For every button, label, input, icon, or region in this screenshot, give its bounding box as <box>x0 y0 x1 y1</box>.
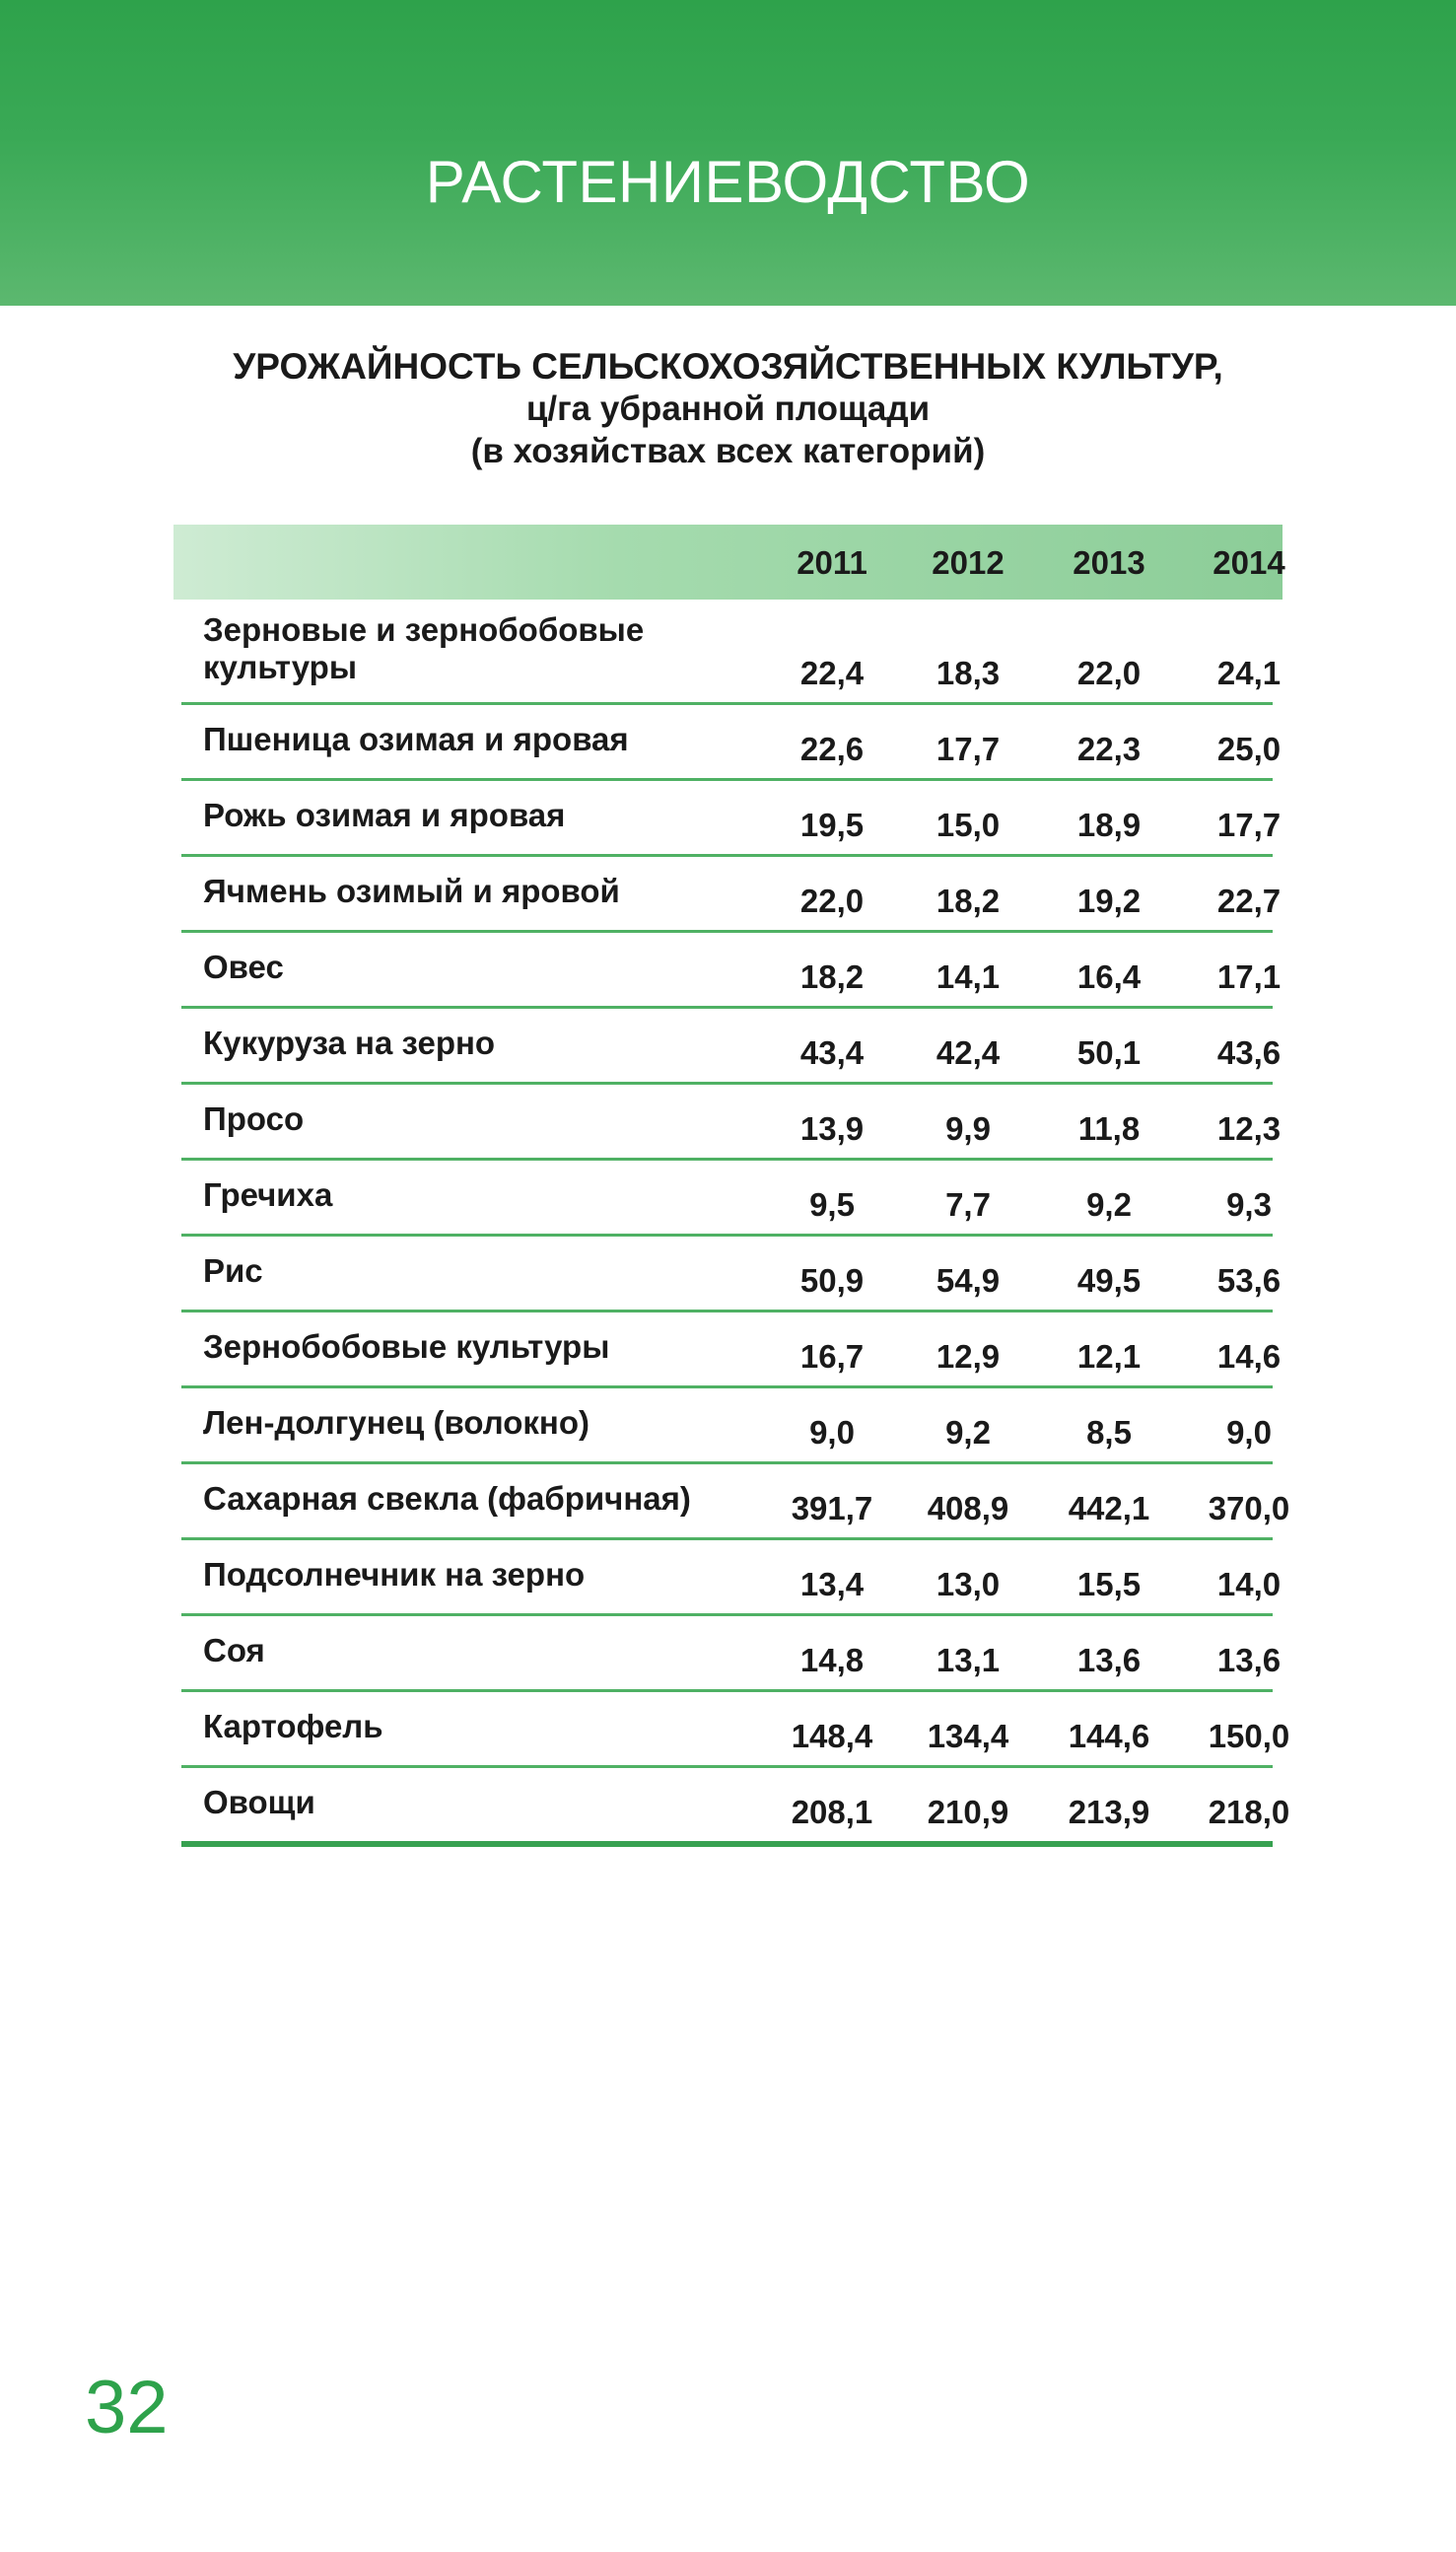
cell-value: 442,1 <box>1068 1490 1150 1526</box>
section-banner <box>0 0 1456 306</box>
cell-value: 8,5 <box>1086 1414 1132 1451</box>
cell-value: 12,1 <box>1076 1338 1142 1375</box>
cell-value: 218,0 <box>1208 1794 1290 1830</box>
cell-value: 9,2 <box>1086 1186 1132 1223</box>
cell-value: 50,9 <box>799 1262 865 1299</box>
header-year: 2012 <box>932 544 1005 581</box>
cell-value: 22,6 <box>799 731 865 767</box>
row-label: Овощи <box>203 1784 315 1820</box>
cell-value: 13,4 <box>799 1566 865 1602</box>
row-label: Рис <box>203 1252 263 1289</box>
row-label: Лен-долгунец (волокно) <box>203 1404 589 1441</box>
table-row <box>181 857 1282 933</box>
table-row <box>181 1161 1273 1237</box>
table-row <box>181 1388 1273 1464</box>
cell-value: 43,6 <box>1216 1034 1282 1071</box>
cell-value: 12,3 <box>1216 1110 1282 1147</box>
cell-value: 12,9 <box>936 1338 1001 1375</box>
cell-value: 150,0 <box>1208 1718 1290 1754</box>
row-label: Овес <box>203 949 284 985</box>
cell-value: 208,1 <box>791 1794 873 1830</box>
cell-value: 18,9 <box>1076 807 1142 843</box>
cell-value: 9,9 <box>945 1110 991 1147</box>
row-label: Сахарная свекла (фабричная) <box>203 1480 691 1517</box>
cell-value: 24,1 <box>1216 655 1282 691</box>
table-row <box>181 1085 1282 1161</box>
table-row <box>181 1312 1282 1388</box>
cell-value: 9,5 <box>809 1186 855 1223</box>
cell-value: 210,9 <box>927 1794 1009 1830</box>
cell-value: 391,7 <box>791 1490 873 1526</box>
cell-value: 13,0 <box>936 1566 1001 1602</box>
table-header-row <box>173 525 1283 600</box>
row-label: Соя <box>203 1632 265 1668</box>
cell-value: 134,4 <box>927 1718 1009 1754</box>
cell-value: 15,0 <box>936 807 1001 843</box>
table-row <box>181 781 1282 857</box>
table-row <box>181 933 1282 1009</box>
row-label: Пшеница озимая и яровая <box>203 721 629 757</box>
cell-value: 22,7 <box>1216 883 1282 919</box>
cell-value: 148,4 <box>791 1718 873 1754</box>
header-year: 2013 <box>1073 544 1145 581</box>
cell-value: 14,1 <box>936 958 1001 995</box>
table-row <box>181 1692 1290 1768</box>
cell-value: 370,0 <box>1208 1490 1290 1526</box>
table-row <box>181 1768 1290 1847</box>
section-title: РАСТЕНИЕВОДСТВО <box>425 149 1031 215</box>
row-label: Гречиха <box>203 1176 333 1213</box>
table-heading <box>0 345 1456 472</box>
cell-value: 16,4 <box>1076 958 1142 995</box>
heading-line-2: ц/га убранной площади <box>525 390 931 428</box>
row-label: Просо <box>203 1100 305 1137</box>
header-year: 2014 <box>1213 544 1285 581</box>
row-label: Зерновые и зернобобовые культуры <box>203 611 645 685</box>
cell-value: 9,0 <box>1226 1414 1272 1451</box>
cell-value: 22,3 <box>1076 731 1142 767</box>
cell-value: 14,0 <box>1216 1566 1282 1602</box>
cell-value: 17,7 <box>1216 807 1282 843</box>
cell-value: 15,5 <box>1076 1566 1142 1602</box>
cell-value: 42,4 <box>936 1034 1001 1071</box>
table-row <box>181 705 1282 781</box>
cell-value: 22,0 <box>799 883 865 919</box>
cell-value: 19,2 <box>1076 883 1142 919</box>
cell-value: 19,5 <box>799 807 865 843</box>
cell-value: 11,8 <box>1077 1110 1141 1147</box>
cell-value: 9,0 <box>809 1414 855 1451</box>
cell-value: 144,6 <box>1068 1718 1150 1754</box>
cell-value: 22,0 <box>1076 655 1142 691</box>
cell-value: 50,1 <box>1076 1034 1142 1071</box>
yield-table <box>173 525 1290 1847</box>
row-label: Картофель <box>203 1708 383 1744</box>
cell-value: 25,0 <box>1216 731 1282 767</box>
cell-value: 17,1 <box>1216 958 1282 995</box>
row-label: Кукуруза на зерно <box>203 1025 496 1061</box>
row-label: Зернобобовые культуры <box>203 1328 610 1365</box>
cell-value: 49,5 <box>1076 1262 1142 1299</box>
cell-value: 22,4 <box>799 655 865 691</box>
cell-value: 408,9 <box>927 1490 1009 1526</box>
table-row <box>181 1540 1282 1616</box>
row-label: Ячмень озимый и яровой <box>203 873 620 909</box>
cell-value: 13,6 <box>1076 1642 1142 1678</box>
cell-value: 13,9 <box>799 1110 865 1147</box>
cell-value: 16,7 <box>799 1338 865 1375</box>
heading-line-1: УРОЖАЙНОСТЬ СЕЛЬСКОХОЗЯЙСТВЕННЫХ КУЛЬТУР, <box>233 346 1223 387</box>
cell-value: 18,2 <box>936 883 1001 919</box>
header-year: 2011 <box>797 544 867 581</box>
table-row <box>181 600 1282 705</box>
cell-value: 43,4 <box>799 1034 865 1071</box>
cell-value: 17,7 <box>936 731 1001 767</box>
cell-value: 53,6 <box>1216 1262 1282 1299</box>
table-row <box>181 1464 1290 1540</box>
table-row <box>181 1616 1282 1692</box>
table-row <box>181 1237 1282 1312</box>
cell-value: 9,3 <box>1226 1186 1272 1223</box>
cell-value: 13,6 <box>1216 1642 1282 1678</box>
cell-value: 18,3 <box>936 655 1001 691</box>
cell-value: 7,7 <box>945 1186 991 1223</box>
cell-value: 13,1 <box>936 1642 1001 1678</box>
cell-value: 14,8 <box>799 1642 865 1678</box>
cell-value: 18,2 <box>799 958 865 995</box>
table-row <box>181 1009 1282 1085</box>
cell-value: 9,2 <box>945 1414 991 1451</box>
cell-value: 54,9 <box>936 1262 1001 1299</box>
row-label: Рожь озимая и яровая <box>203 797 566 833</box>
row-label: Подсолнечник на зерно <box>203 1556 586 1593</box>
cell-value: 14,6 <box>1216 1338 1282 1375</box>
page-number: 32 <box>85 2366 169 2449</box>
cell-value: 213,9 <box>1068 1794 1150 1830</box>
heading-line-3: (в хозяйствах всех категорий) <box>470 432 986 470</box>
